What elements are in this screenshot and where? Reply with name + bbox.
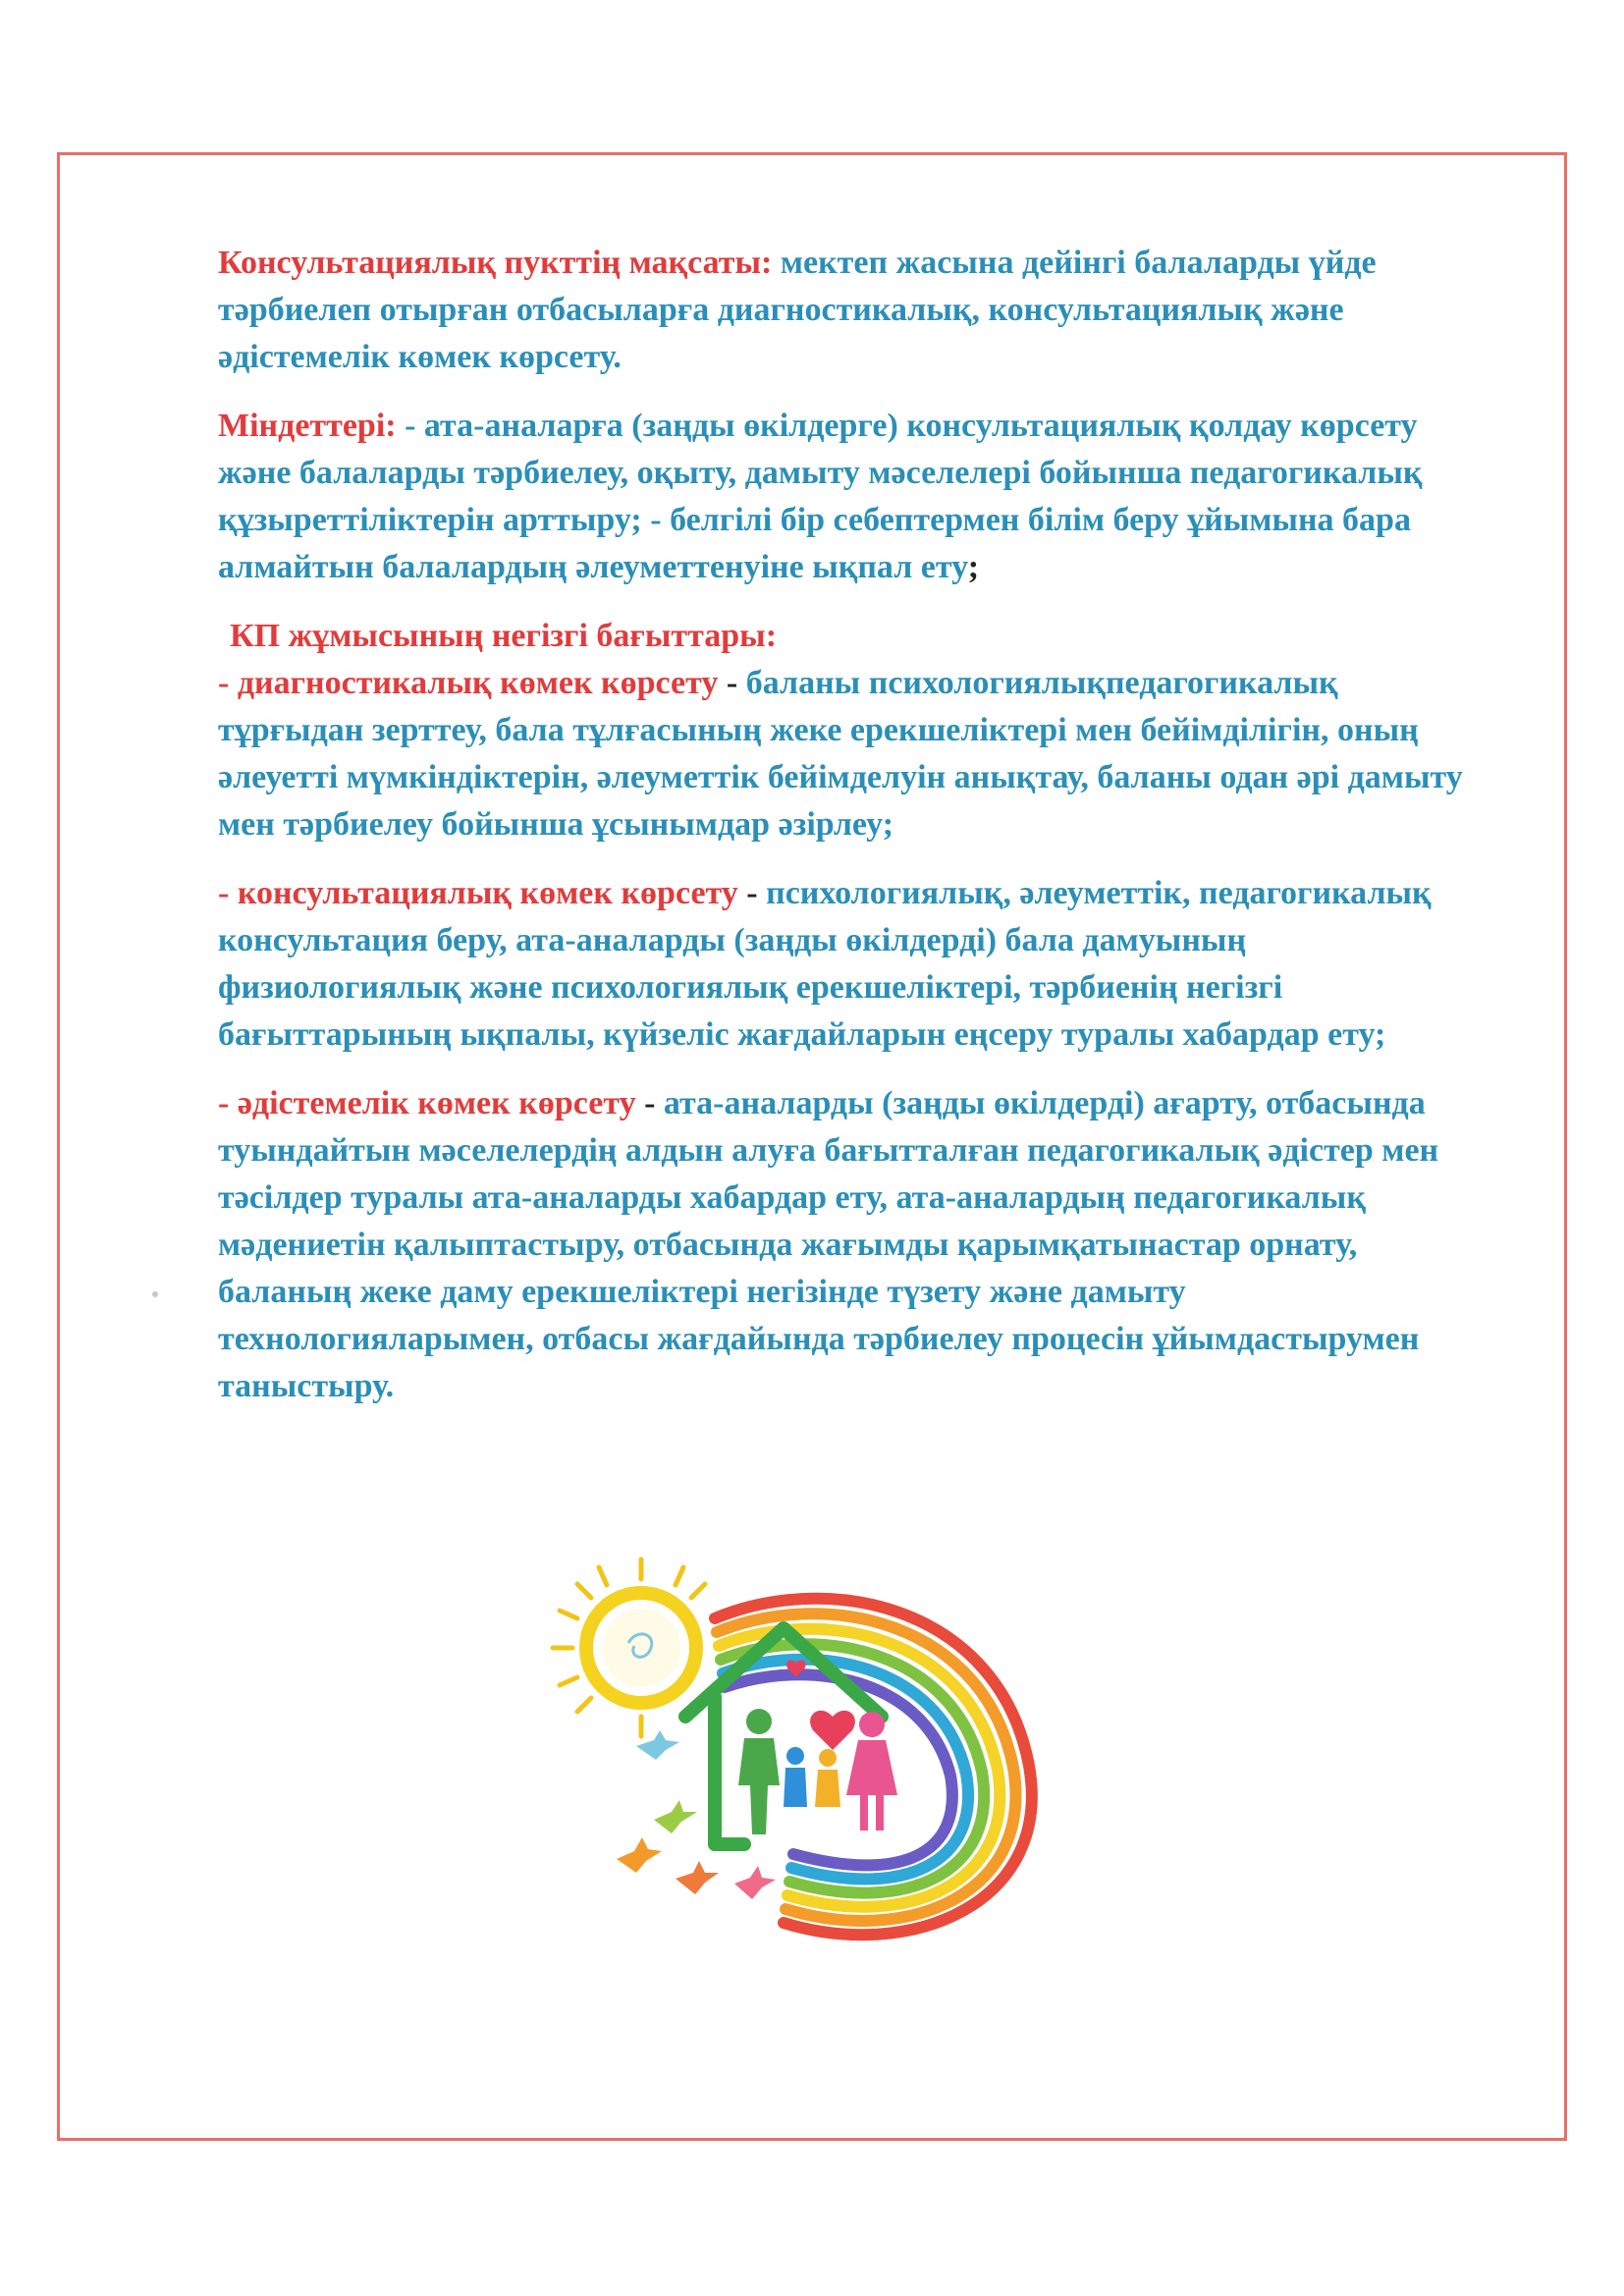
goal-paragraph (218, 240, 1485, 381)
tasks-end: ; (967, 549, 980, 585)
direction-label: - әдістемелік көмек көрсету (218, 1085, 636, 1121)
direction-text: баланы психологиялықпедагогикалық тұрғыдан зерттеу, бала тұлғасының жеке ерекшеліктері мен бейімділігін, оның әлеуетті мүмкіндіктерін, әлеуметтік бейімделуін анықтау, баланы одан әрі дамыту мен тәрбиелеу бойынша ұсынымдар әзірлеу; (218, 665, 1463, 843)
direction-item-consulting (218, 870, 1485, 1059)
tasks-paragraph (218, 403, 1485, 591)
direction-dash: - (718, 665, 746, 701)
direction-dash: - (635, 1085, 664, 1121)
direction-item-methodical (218, 1080, 1485, 1410)
scan-speck (152, 1291, 158, 1297)
family-rainbow-logo (538, 1550, 1068, 2011)
sun-icon (553, 1559, 705, 1736)
direction-label: - диагностикалық көмек көрсету (218, 665, 719, 701)
direction-dash: - (737, 875, 767, 911)
tasks-text: - ата-аналарға (заңды өкілдерге) консультациялық қолдау көрсету және балаларды тәрбиелеу, оқыту, дамыту мәселелері бойынша педагогикалық құзыреттіліктерін арттыру; - белгілі бір себептермен білім беру ұйымына бара алмайтын балалардың әлеуметтенуіне ықпал ету (218, 408, 1423, 585)
direction-text: ата-аналарды (заңды өкілдерді) ағарту, отбасында туындайтын мәселелердің алдын алуға бағытталған педагогикалық әдістер мен тәсілдер туралы ата-аналарды хабардар ету, ата-аналардың педагогикалық мәдениетін қалыптастыру, отбасында жағымды қарымқатынастар орнату, баланың жеке даму ерекшеліктері негізінде түзету және дамыту технологияларымен, отбасы жағдайында тәрбиелеу процесін ұйымдастырумен таныстыру. (218, 1085, 1439, 1404)
tasks-label: Міндеттері: (218, 408, 397, 444)
goal-label: Консультациялық пукттің мақсаты: (218, 245, 773, 281)
direction-item-diagnostic (218, 660, 1485, 848)
directions-heading: КП жұмысының негізгі бағыттары: (230, 618, 778, 654)
goal-text: мектеп жасына дейінгі балаларды үйде тәрбиелеп отырған отбасыларға диагностикалық, консультациялық және әдістемелік көмек көрсету. (218, 245, 1377, 375)
document-body (218, 240, 1485, 1432)
direction-label: - консультациялық көмек көрсету (218, 875, 738, 911)
direction-text: психологиялық, әлеуметтік, педагогикалық консультация беру, ата-аналарды (заңды өкілдерді) бала дамуының физиологиялық және психологиялық ерекшеліктері, тәрбиенің негізгі бағыттарының ықпалы, күйзеліс жағдайларын еңсеру туралы хабардар ету; (218, 875, 1432, 1053)
